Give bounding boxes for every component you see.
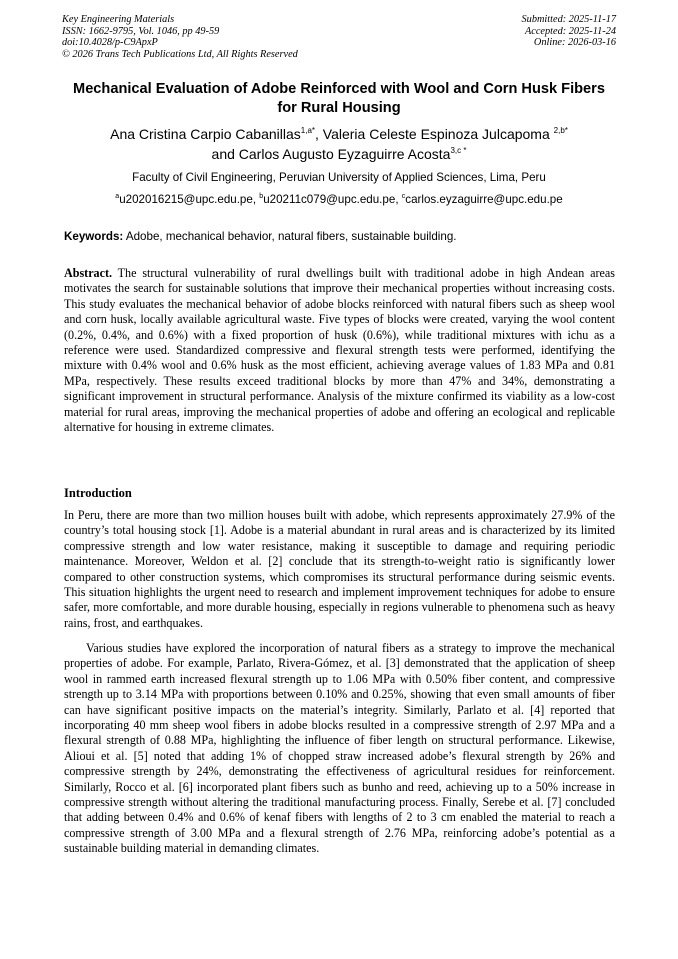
author-list	[62, 124, 616, 164]
introduction-paragraph-1	[64, 508, 615, 631]
keywords	[64, 230, 616, 244]
online-date: Online: 2026-03-16	[533, 37, 616, 48]
email-link[interactable]: u20211c079@upc.edu.pe	[263, 193, 396, 206]
affiliation: Faculty of Civil Engineering, Peruvian University of Applied Sciences, Lima, Peru	[132, 171, 546, 184]
abstract-label: Abstract.	[64, 266, 113, 280]
email-link[interactable]: carlos.eyzaguirre@upc.edu.pe	[405, 193, 563, 206]
accepted-date: Accepted: 2025-11-24	[524, 25, 616, 37]
abstract-text: The structural vulnerability of rural dwellings built with traditional adobe in high Andean areas motivates the search for sustainable solutions that improve their mechanical properties without increasing costs. This study evaluates the mechanical behavior of adobe blocks reinforced with natural fibers such as sheep wool and corn husk, locally available agricultural waste. Five types of blocks were created, varying the wool content (0.2%, 0.4%, and 0.6%) with a fixed proportion of husk (0.6%), while traditional mixtures with ichu as a reference were used. Standardized compressive and flexural strength tests were performed, identifying the mixture with 0.4% wool and 0.6% husk as the most efficient, achieving average values of 1.83 MPa and 0.81 MPa, respectively. These results exceed traditional blocks by more than 47% and 34%, demonstrating a significant improvement in structural performance. Analysis of the mixture confirmed its viability as a low-cost material for rural areas, improving the mechanical properties of adobe and offering an ecological and replicable alternative for housing in extreme climates.	[64, 266, 615, 435]
journal-name: Key Engineering Materials	[62, 14, 175, 25]
journal-copyright: © 2026 Trans Tech Publications Ltd, All Rights Reserved	[62, 48, 298, 60]
submitted-date: Submitted: 2025-11-17	[521, 14, 616, 25]
email-separator: ,	[395, 193, 402, 206]
email-superscript: c	[401, 193, 406, 200]
journal-issn: ISSN: 1662-9795, Vol. 1046, pp 49-59	[62, 25, 220, 37]
keywords-label: Keywords:	[64, 230, 124, 243]
author-superscript: 1,a*	[300, 126, 315, 135]
paragraph-text: In Peru, there are more than two million houses built with adobe, which represents approximately 27.9% of the country’s total housing stock [1]. Adobe is a material abundant in rural areas and is characterized by its limited compressive strength and low water resistance, making it susceptible to damage and requiring periodic maintenance. Moreover, Weldon et al. [2] conclude that its strength-to-weight ratio is significantly lower compared to other construction systems, which compromises its structural performance during seismic events. This situation highlights the urgent need to research and implement improvement techniques for adobe to ensure safer, more comfortable, and more durable housing, especially in regions vulnerable to phenomena such as heavy rains, frost, and earthquakes.	[64, 508, 615, 630]
email-superscript: b	[259, 193, 264, 200]
paper-title: Mechanical Evaluation of Adobe Reinforced with Wool and Corn Husk Fibers for Rural Housing	[73, 81, 605, 116]
author-separator: and	[211, 146, 239, 162]
journal-header-right	[522, 14, 616, 49]
paragraph-text: Various studies have explored the incorporation of natural fibers as a strategy to improve the mechanical properties of adobe. For example, Parlato, Rivera-Gómez, et al. [3] demonstrated that the application of sheep wool in rammed earth increased flexural strength up to 1.06 MPa with 0.50% fiber content, and compressive strength up to 3.14 MPa with proportions between 0.10% and 0.25%, showing that even small amounts of fiber can have significant positive impacts on the material’s integrity. Similarly, Parlato et al. [4] reported that incorporating 40 mm sheep wool fibers in adobe blocks resulted in a compressive strength of 2.97 MPa and a flexural strength of 0.88 MPa, highlighting the influence of fiber length on structural performance. Likewise, Alioui et al. [5] noted that adding 1% of chopped straw increased adobe’s flexural strength by 26% and compressive strength by 24%, demonstrating the effectiveness of agricultural residues for reinforcement. Similarly, Rocco et al. [6] incorporated plant fibers such as bunho and reed, achieving up to a 50% increase in compressive strength without altering the traditional manufacturing process. Finally, Serebe et al. [7] concluded that adding between 0.4% and 0.6% of kenaf fibers with lengths of 2 to 3 cm enabled the material to reach a compressive strength of 3.00 MPa and a flexural strength of 2.76 MPa, reinforcing adobe’s potential as a sustainable building material in demanding climates.	[64, 641, 615, 856]
author-separator: ,	[315, 126, 323, 142]
keywords-text: Adobe, mechanical behavior, natural fibers, sustainable building.	[123, 230, 457, 243]
email-link[interactable]: u202016215@upc.edu.pe	[119, 193, 253, 206]
email-list	[62, 193, 616, 207]
author-name: Carlos Augusto Eyzaguirre Acosta	[238, 146, 451, 162]
introduction-heading: Introduction	[64, 486, 132, 500]
author-superscript: 2,b*	[553, 126, 568, 135]
author-superscript: 3,c *	[450, 146, 467, 155]
email-superscript: a	[115, 193, 120, 200]
journal-header-left	[62, 14, 298, 60]
author-name: Ana Cristina Carpio Cabanillas	[110, 126, 301, 142]
email-separator: ,	[252, 193, 260, 206]
author-name: Valeria Celeste Espinoza Julcapoma	[322, 126, 554, 142]
journal-doi[interactable]: doi:10.4028/p-C9ApxP	[62, 37, 158, 48]
abstract	[64, 266, 615, 435]
introduction-paragraph-2	[64, 641, 615, 857]
